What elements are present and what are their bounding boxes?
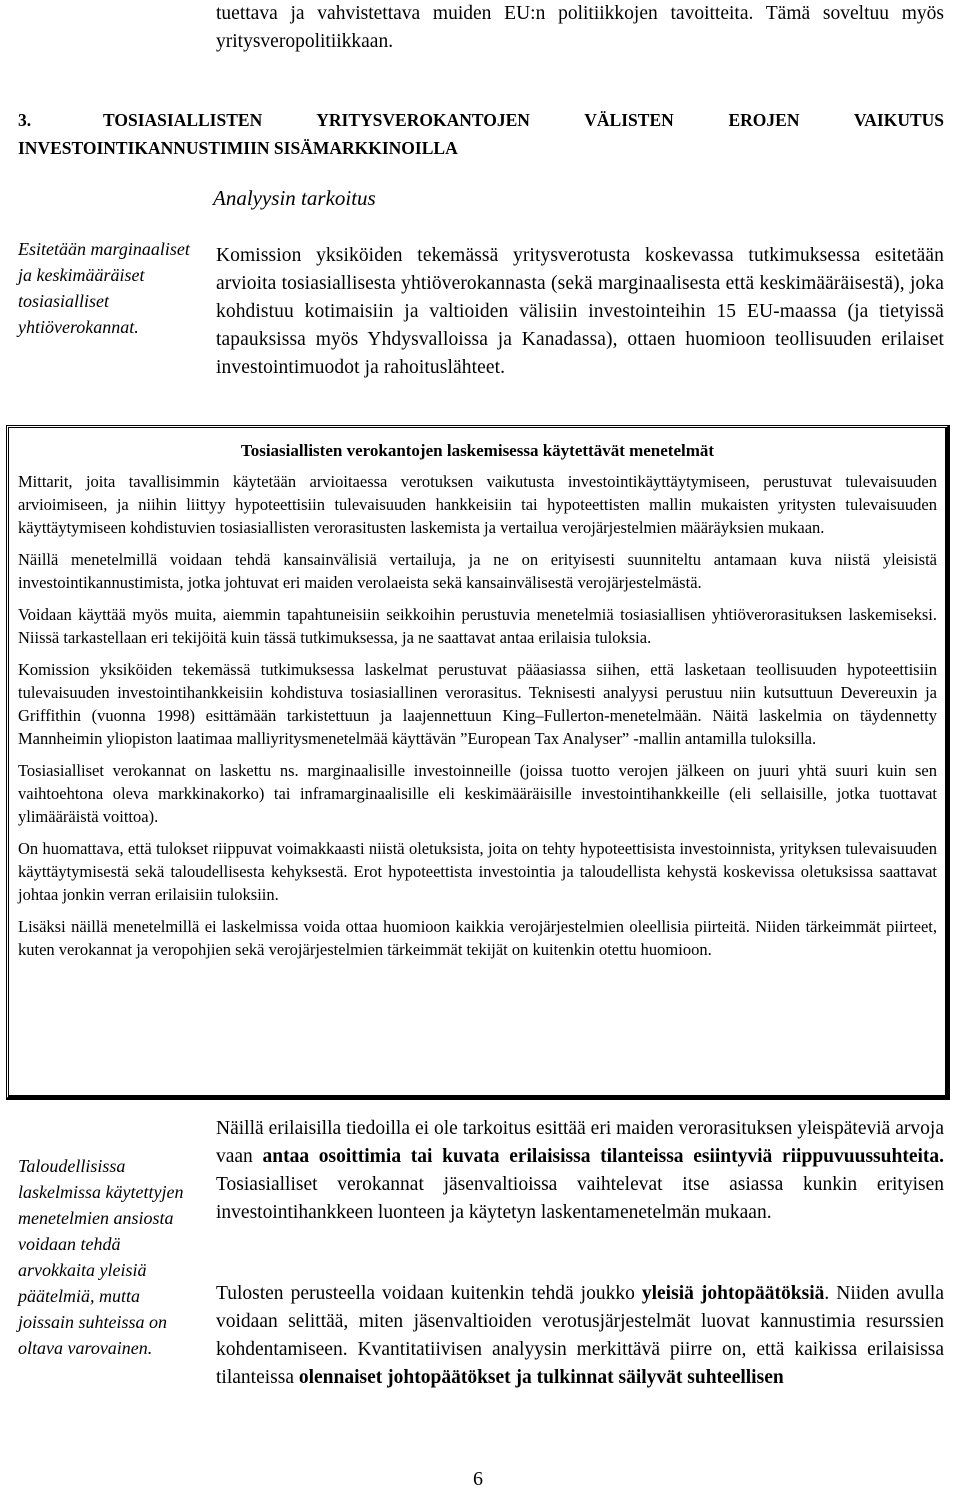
box-paragraph: Näillä menetelmillä voidaan tehdä kansainvälisiä vertailuja, ja ne on erityisesti suunniteltu antamaan kuva niistä yleisistä investointikannustimista, jotka johtuvat eri maiden verolaeista sekä kansainvälisestä verojärjestelmästä. bbox=[18, 550, 937, 592]
paragraph-3-text: Tulosten perusteella voidaan kuitenkin tehdä joukko bbox=[216, 1283, 642, 1304]
paragraph-1: Komission yksiköiden tekemässä yritysverotusta koskevassa tutkimuksessa esitetään arvioita tosiasiallisesta yhtiöverokannasta (sekä marginaalisesta että keskimääräisestä), joka kohdistuu kotimaisiin ja valtioiden välisiin investointeihin 15 EU-maassa (ja tietyissä tapauksissa myös Yhdysvalloissa ja Kanadassa), ottaen huomioon teollisuuden erilaiset investointimuodot ja rahoituslähteet. bbox=[216, 245, 944, 378]
section-number: 3. bbox=[18, 110, 32, 130]
box-paragraph: Lisäksi näillä menetelmillä ei laskelmissa voida ottaa huomioon kaikkia verojärjestelmien oleellisia piirteitä. Niiden tärkeimmät piirteet, kuten verokannat ja veropohjien sekä verojärjestelmien tärkeimmät tekijät on kuitenkin otettu huomioon. bbox=[18, 917, 937, 959]
box-paragraph: Tosiasialliset verokannat on laskettu ns. marginaalisille investoinneille (joissa tuotto verojen jälkeen on juuri yhtä suuri kuin sen vaihtoehtona oleva markkinakorko) tai inframarginaalisille eli keskimääräisille investointihankkeille (eli sellaisille, jotka tuottavat ylimääräistä voittoa). bbox=[18, 761, 937, 826]
analysis-heading: Analyysin tarkoitus bbox=[213, 186, 376, 210]
paragraph-2-text: Tosiasialliset verokannat jäsenvaltioissa vaihtelevat itse asiassa kunkin erityisen investointihankkeen luonteen ja käytetyn laskentamenetelmän mukaan. bbox=[216, 1174, 944, 1223]
paragraph-3-emphasis: yleisiä johtopäätöksiä bbox=[641, 1283, 825, 1304]
section-title-text: TOSIASIALLISTEN YRITYSVEROKANTOJEN VÄLISTEN EROJEN VAIKUTUS INVESTOINTIKANNUSTIMIIN SISÄMARKKINOILLA bbox=[18, 110, 944, 158]
margin-note-1: Esitetään marginaaliset ja keskimääräiset tosiasialliset yhtiöverokannat. bbox=[18, 239, 190, 337]
paragraph-3-text: . Niiden avulla voidaan selittää, miten jäsenvaltioiden verotusjärjestelmät luovat kannustimia resurssien kohdentamiseen. Kvantitatiivisen analyysin merkittävä piirre on, että kaikissa erilaisissa tilanteissa bbox=[216, 1283, 945, 1388]
box-paragraph: Mittarit, joita tavallisimmin käytetään arvioitaessa verotuksen vaikutusta investointikäyttäytymiseen, perustuvat tulevaisuuden arvioimiseen, ja niihin liittyy hypoteettisiin tulevaisuuden hankkeisiin tai hypoteettisten mallin mukaisten yritysten tulevaisuuden käyttäytymiseen kohdistuvien tosiasiallisten verorasitusten laskemista ja vertailua verojärjestelmien määräyksien mukaan. bbox=[18, 472, 937, 537]
intro-text: tuettava ja vahvistettava muiden EU:n politiikkojen tavoitteita. Tämä soveltuu myös yritysveropolitiikkaan. bbox=[216, 3, 944, 52]
paragraph-2-text: Näillä erilaisilla tiedoilla ei ole tarkoitus esittää eri maiden verorasituksen yleispäteviä arvoja vaan bbox=[216, 1118, 944, 1167]
methods-box bbox=[6, 425, 950, 1100]
paragraph-3-emphasis: olennaiset johtopäätökset ja tulkinnat säilyvät suhteellisen bbox=[298, 1367, 784, 1388]
margin-note-2: Taloudellisissa laskelmissa käytettyjen menetelmien ansiosta voidaan tehdä arvokkaita yleisiä päätelmiä, mutta joissain suhteissa on oltava varovainen. bbox=[18, 1156, 184, 1358]
box-paragraph: Voidaan käyttää myös muita, aiemmin tapahtuneisiin seikkoihin perustuvia menetelmiä tosiasiallisen yhtiöverorasituksen laskemiseksi. Niissä tarkastellaan eri tekijöitä kuin tässä tutkimuksessa, ja ne saattavat antaa erilaisia tuloksia. bbox=[18, 605, 937, 647]
paragraph-2-emphasis: antaa osoittimia tai kuvata erilaisissa tilanteissa esiintyviä riippuvuussuhteita. bbox=[262, 1146, 945, 1167]
paragraph-2 bbox=[216, 1115, 944, 1227]
intro-paragraph bbox=[216, 0, 944, 56]
page-number: 6 bbox=[473, 1468, 483, 1490]
section-heading bbox=[18, 106, 944, 162]
box-title: Tosiasiallisten verokantojen laskemisessa käytettävät menetelmät bbox=[240, 441, 715, 460]
paragraph-3 bbox=[216, 1280, 944, 1392]
box-paragraph: On huomattava, että tulokset riippuvat voimakkaasti niistä oletuksista, joita on tehty hypoteettisista investoinnista, yrityksen tulevaisuuden käyttäytymisestä sekä taloudellisesta kehyksestä. Erot hypoteettista investointia ja taloudellista kehystä koskevissa oletuksissa saattavat johtaa jonkin verran erilaisiin tuloksiin. bbox=[18, 839, 937, 904]
box-paragraph: Komission yksiköiden tekemässä tutkimuksessa laskelmat perustuvat pääasiassa siihen, että lasketaan teollisuuden hypoteettisiin tulevaisuuden investointihankkeisiin kohdistuva tosiasiallinen verorasitus. Teknisesti analyysi perustuu niin kutsuttuun Devereuxin ja Griffithin (vuonna 1998) esittämään tarkistettuun ja laajennettuun King–Fullerton-menetelmään. Näitä laskelmia on täydennetty Mannheimin yliopiston laatimaa malliyritysmenetelmää käyttävän ”European Tax Analyser” -mallin antamilla tuloksilla. bbox=[18, 660, 937, 748]
